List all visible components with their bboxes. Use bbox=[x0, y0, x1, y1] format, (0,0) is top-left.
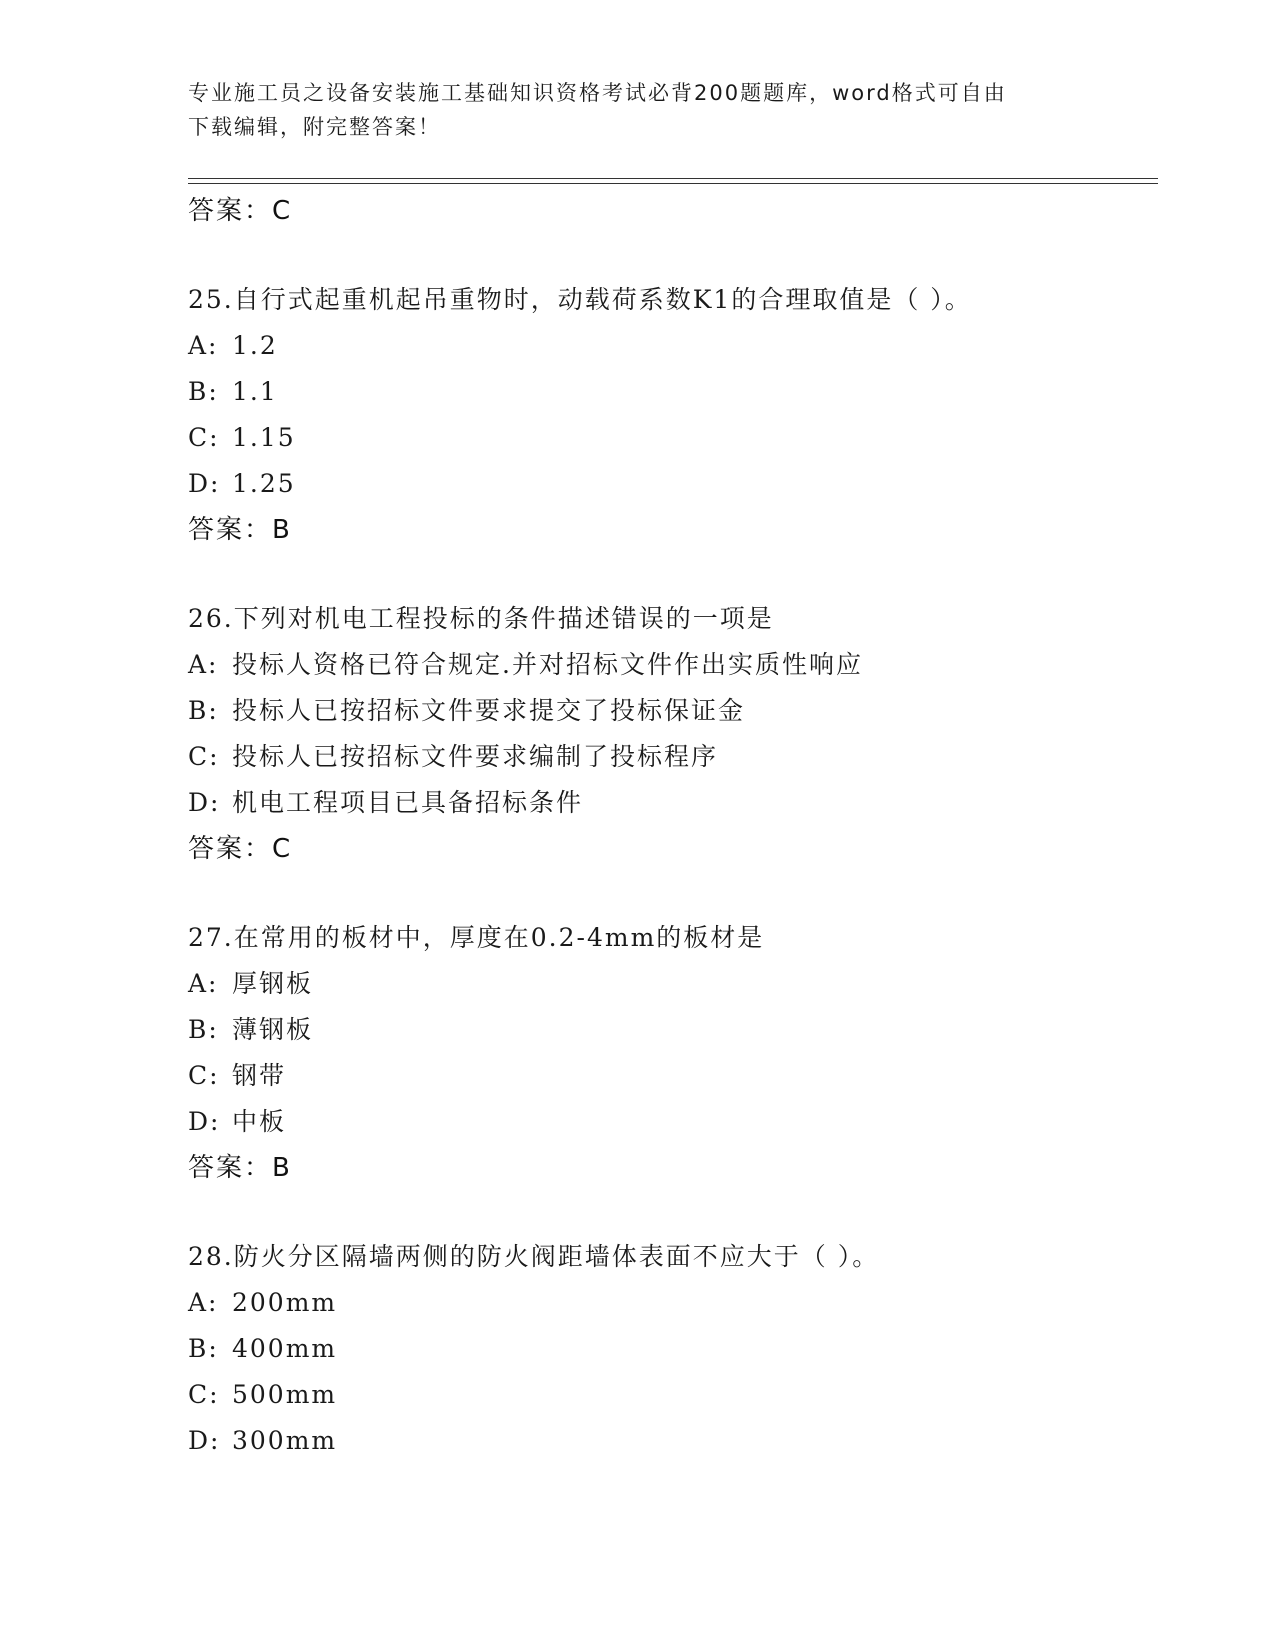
option-letter: B: bbox=[188, 377, 219, 406]
option-text: 300mm bbox=[232, 1426, 338, 1455]
answer-line: 答案：C bbox=[188, 196, 293, 226]
option-letter: A: bbox=[188, 1288, 219, 1317]
answer-line: 答案：B bbox=[188, 515, 292, 545]
question-stem: 25.自行式起重机起吊重物时，动载荷系数K1的合理取值是（ ）。 bbox=[188, 285, 972, 314]
option-letter: B: bbox=[188, 1334, 219, 1363]
option-line bbox=[188, 415, 1158, 461]
option-line bbox=[188, 1053, 1158, 1099]
option-letter: C: bbox=[188, 1380, 220, 1409]
option-text: 中板 bbox=[232, 1107, 287, 1136]
option-letter: D: bbox=[188, 1107, 221, 1136]
option-line bbox=[188, 1326, 1158, 1372]
option-line bbox=[188, 1418, 1158, 1464]
option-text: 投标人已按招标文件要求编制了投标程序 bbox=[232, 742, 719, 771]
option-text: 400mm bbox=[232, 1334, 338, 1363]
option-line bbox=[188, 780, 1158, 826]
option-line bbox=[188, 1280, 1158, 1326]
header-title-line-2: 下载编辑，附完整答案！ bbox=[188, 115, 441, 139]
header-rule-bottom bbox=[188, 183, 1158, 184]
option-letter: A: bbox=[188, 650, 219, 679]
option-letter: D: bbox=[188, 1426, 221, 1455]
header-rule-top bbox=[188, 178, 1158, 179]
option-text: 1.15 bbox=[232, 423, 296, 452]
option-letter: C: bbox=[188, 1061, 220, 1090]
answer-line: 答案：C bbox=[188, 834, 293, 864]
option-line bbox=[188, 642, 1158, 688]
question-stem: 28.防火分区隔墙两侧的防火阀距墙体表面不应大于（ ）。 bbox=[188, 1242, 880, 1271]
option-letter: A: bbox=[188, 331, 219, 360]
header-title-line-1: 专业施工员之设备安装施工基础知识资格考试必背200题题库，word格式可自由 bbox=[188, 81, 1007, 105]
question-item bbox=[188, 596, 1158, 872]
option-text: 薄钢板 bbox=[232, 1015, 314, 1044]
option-letter: D: bbox=[188, 788, 221, 817]
option-text: 投标人资格已符合规定.并对招标文件作出实质性响应 bbox=[232, 650, 863, 679]
option-line bbox=[188, 461, 1158, 507]
question-item bbox=[188, 1234, 1158, 1464]
option-text: 厚钢板 bbox=[232, 969, 314, 998]
option-line bbox=[188, 688, 1158, 734]
option-text: 1.25 bbox=[232, 469, 296, 498]
question-stem: 27.在常用的板材中，厚度在0.2-4mm的板材是 bbox=[188, 923, 765, 952]
option-text: 1.2 bbox=[232, 331, 278, 360]
option-text: 机电工程项目已具备招标条件 bbox=[232, 788, 584, 817]
option-line bbox=[188, 961, 1158, 1007]
option-text: 200mm bbox=[232, 1288, 338, 1317]
option-line bbox=[188, 1007, 1158, 1053]
question-item bbox=[188, 915, 1158, 1191]
option-line bbox=[188, 369, 1158, 415]
document-header bbox=[188, 76, 1068, 144]
option-text: 钢带 bbox=[232, 1061, 287, 1090]
option-letter: A: bbox=[188, 969, 219, 998]
option-text: 投标人已按招标文件要求提交了投标保证金 bbox=[232, 696, 746, 725]
question-item bbox=[188, 277, 1158, 553]
option-line bbox=[188, 323, 1158, 369]
answer-line: 答案：B bbox=[188, 1153, 292, 1183]
question-list bbox=[188, 188, 1158, 1464]
option-letter: D: bbox=[188, 469, 221, 498]
option-line bbox=[188, 734, 1158, 780]
option-letter: C: bbox=[188, 423, 220, 452]
option-letter: B: bbox=[188, 696, 219, 725]
option-letter: C: bbox=[188, 742, 220, 771]
option-line bbox=[188, 1372, 1158, 1418]
option-letter: B: bbox=[188, 1015, 219, 1044]
option-text: 1.1 bbox=[232, 377, 278, 406]
option-text: 500mm bbox=[232, 1380, 338, 1409]
question-stem: 26.下列对机电工程投标的条件描述错误的一项是 bbox=[188, 604, 774, 633]
option-line bbox=[188, 1099, 1158, 1145]
